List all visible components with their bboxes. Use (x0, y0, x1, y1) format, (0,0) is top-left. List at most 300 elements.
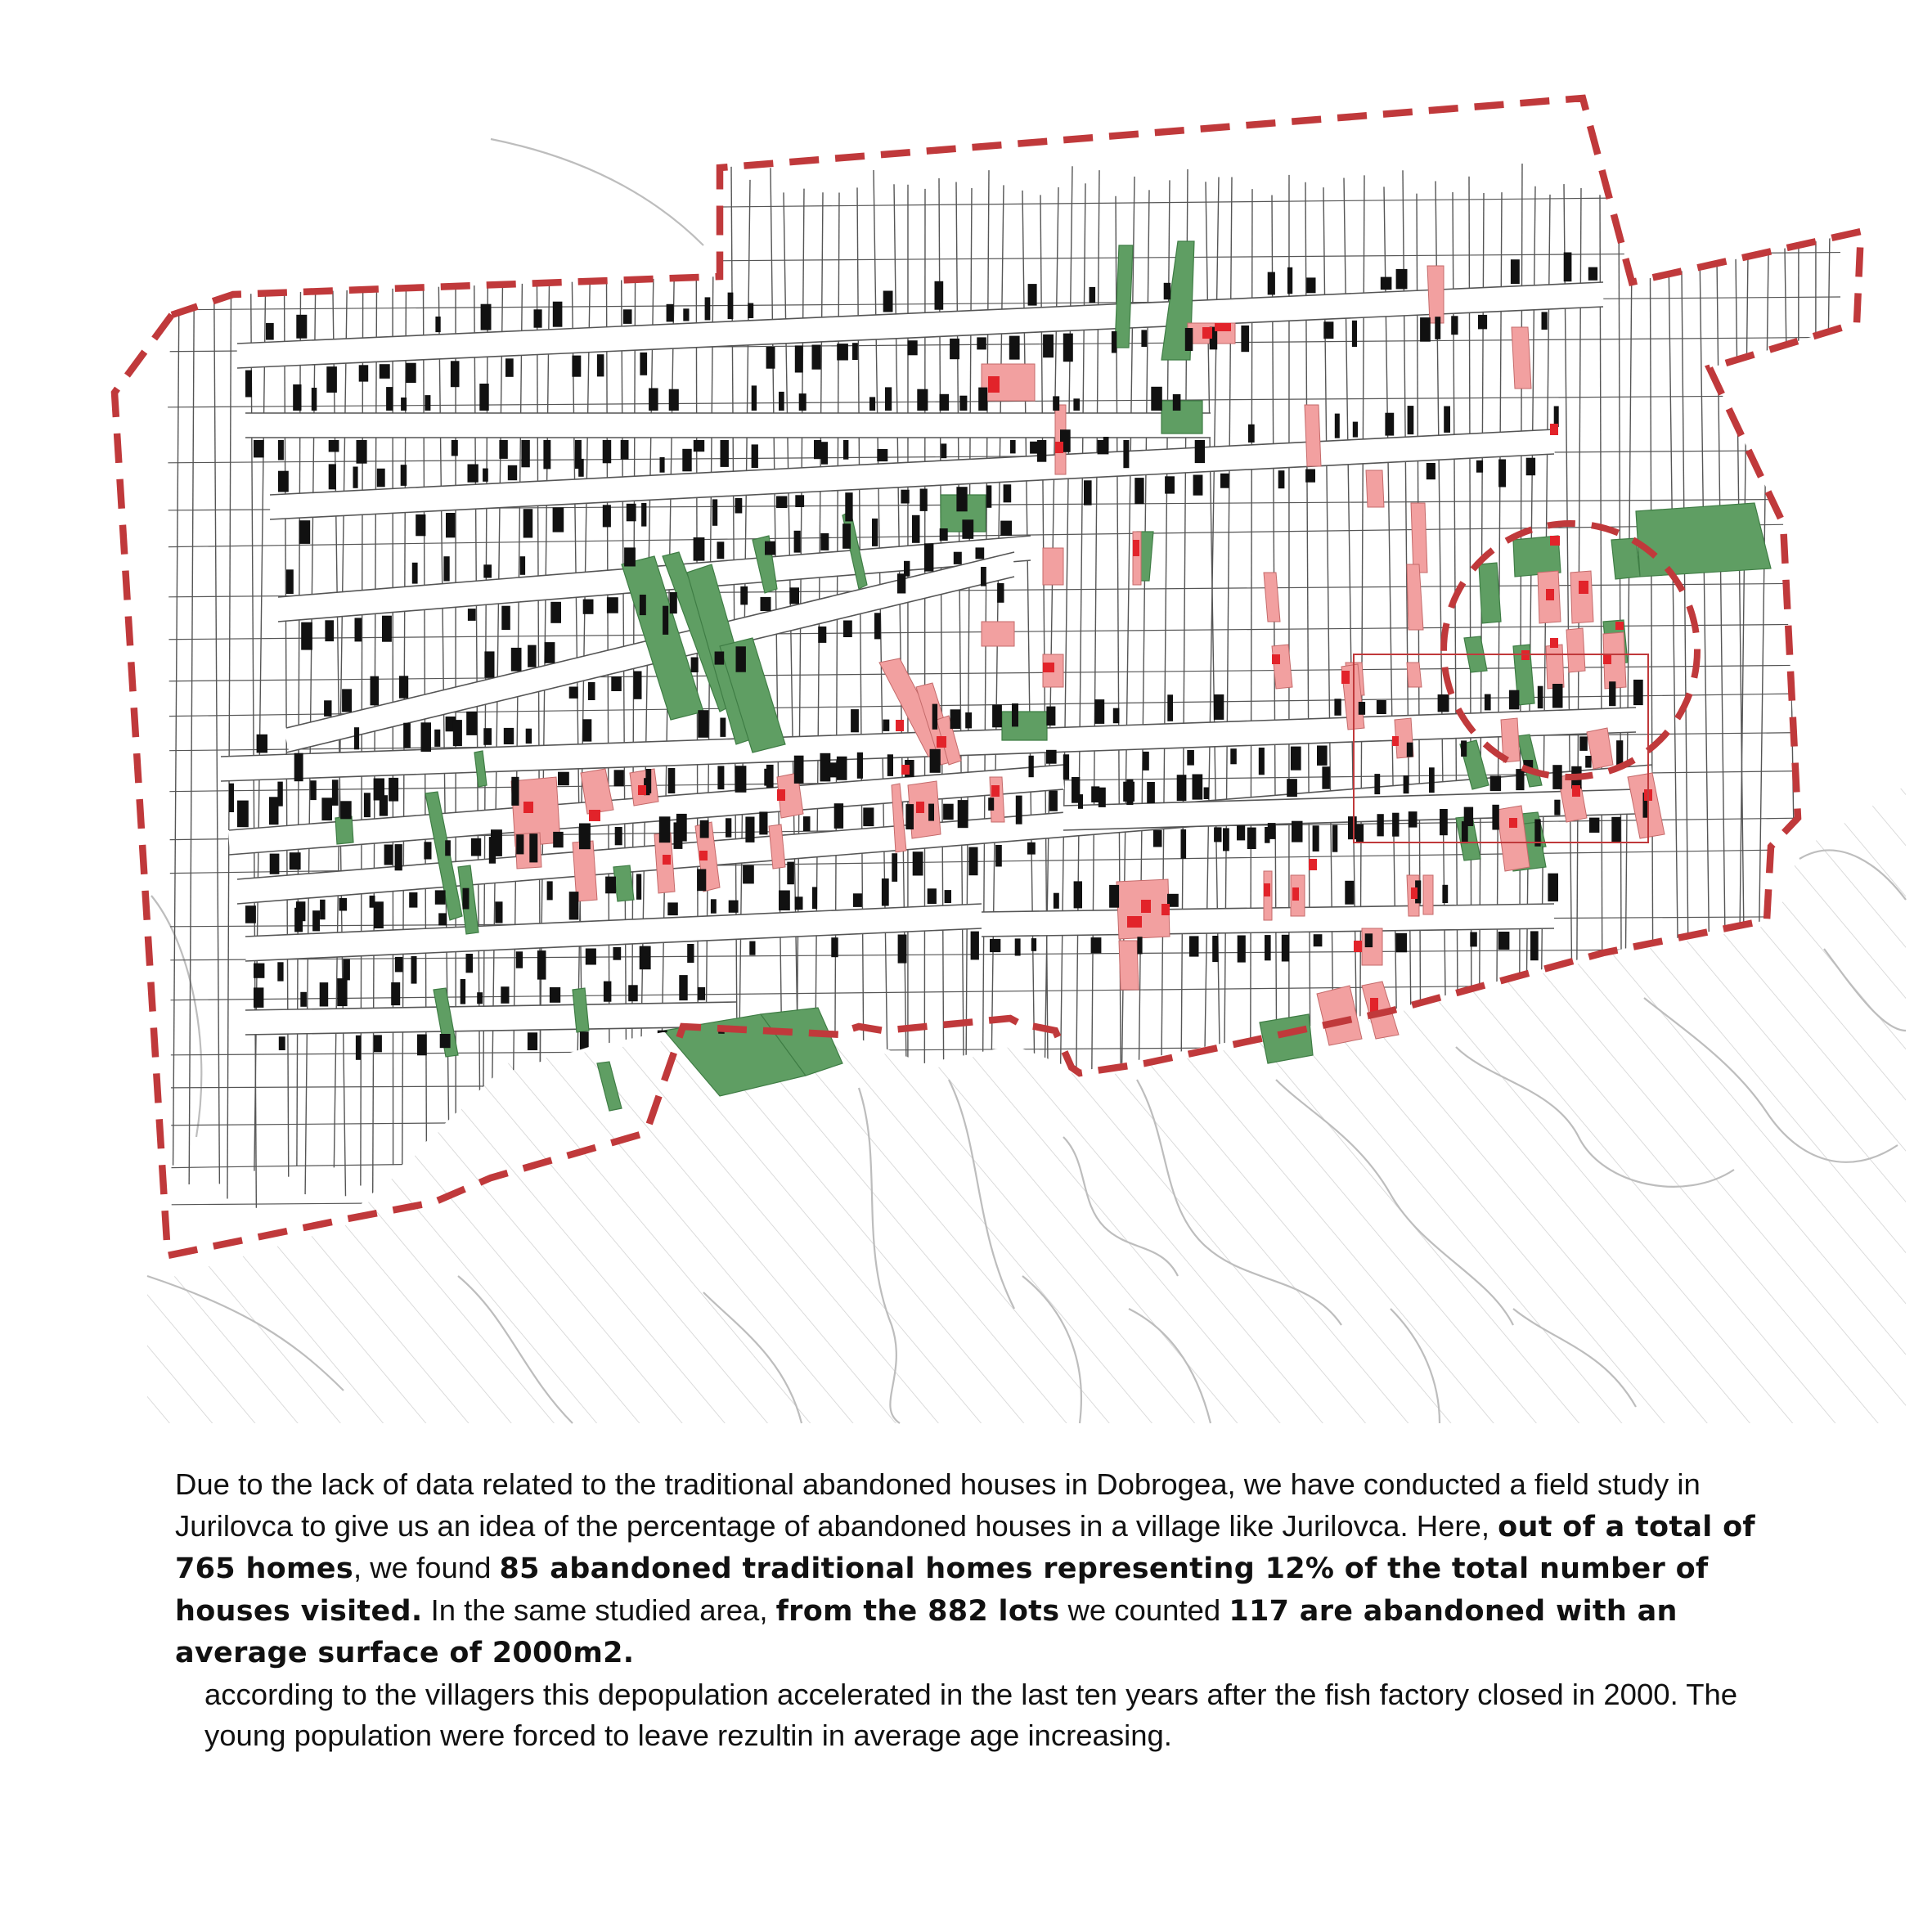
abandoned-house (663, 855, 671, 865)
building (842, 523, 851, 549)
parcel-divider (189, 187, 195, 1184)
building (1053, 396, 1059, 411)
building (1476, 461, 1483, 473)
building (380, 364, 390, 379)
building (483, 564, 492, 577)
building (296, 315, 307, 339)
building (1440, 809, 1448, 835)
building (1195, 440, 1205, 463)
building (749, 941, 755, 955)
building (615, 827, 622, 845)
building (550, 987, 560, 1003)
building (1282, 935, 1289, 962)
building (892, 853, 897, 882)
building (1485, 694, 1491, 711)
building (1220, 474, 1229, 488)
building (735, 498, 743, 514)
building (391, 982, 400, 1005)
building (371, 676, 380, 706)
building (794, 531, 801, 553)
street (270, 442, 1554, 507)
building (640, 595, 646, 615)
building (954, 552, 962, 564)
abandoned-house (896, 720, 904, 731)
building (997, 583, 1004, 603)
building (1212, 936, 1218, 962)
building (1377, 814, 1384, 836)
building (406, 363, 416, 383)
building (995, 845, 1002, 867)
building (694, 537, 705, 561)
abandoned-house (1127, 916, 1142, 928)
building (603, 505, 611, 527)
building (1552, 765, 1561, 789)
building (377, 469, 385, 487)
building (912, 515, 920, 543)
building (384, 845, 393, 865)
building (814, 440, 821, 459)
building (1123, 440, 1129, 468)
building (1332, 825, 1337, 852)
building (290, 852, 301, 869)
caption-abandoned-homes: 85 abandoned traditional homes representing 12% of the total number of houses visited. (175, 1552, 1709, 1628)
building (1588, 267, 1597, 281)
building (1181, 829, 1187, 859)
building (1526, 458, 1535, 476)
building (1435, 317, 1440, 339)
building (1478, 315, 1487, 330)
building (491, 829, 502, 856)
building (795, 896, 803, 910)
building (1359, 702, 1365, 715)
building (586, 949, 596, 965)
building (312, 388, 317, 411)
building (597, 354, 604, 376)
caption-abandoned-lots: 117 are abandoned with an average surface of 2000m2. (175, 1594, 1678, 1669)
building (1109, 885, 1119, 908)
building (752, 444, 758, 468)
building (1516, 769, 1524, 790)
caption-p1-c: , we found (353, 1551, 500, 1584)
abandoned-house (1546, 589, 1554, 600)
building (659, 816, 671, 842)
building (1113, 708, 1120, 724)
building (479, 384, 488, 411)
building (745, 817, 754, 842)
caption-text (175, 1464, 1811, 1757)
building (301, 622, 312, 650)
building (353, 467, 358, 488)
abandoned-lot (982, 622, 1014, 646)
building (320, 982, 329, 1006)
building (812, 345, 821, 370)
building (245, 905, 256, 923)
abandoned-lot (1423, 875, 1433, 914)
building (1356, 824, 1364, 842)
building (1552, 684, 1563, 708)
building (1151, 387, 1162, 411)
building (932, 704, 937, 730)
building (484, 651, 494, 677)
building (434, 730, 440, 747)
building (1090, 287, 1096, 303)
abandoned-house (1354, 941, 1362, 952)
building (364, 793, 371, 817)
building (776, 496, 787, 509)
building (736, 646, 746, 672)
building (254, 964, 264, 978)
abandoned-house (1202, 327, 1212, 339)
building (320, 900, 326, 919)
building (667, 304, 674, 322)
building (765, 541, 775, 555)
abandoned-house (1264, 883, 1270, 896)
building (1498, 460, 1506, 487)
building (607, 597, 618, 613)
building (278, 440, 284, 461)
building (1091, 937, 1102, 953)
building (1004, 484, 1012, 502)
abandoned-house (1161, 904, 1170, 915)
building (1204, 788, 1210, 800)
abandoned-house (777, 789, 785, 801)
building (1611, 817, 1620, 842)
parcel-divider (423, 174, 427, 1184)
abandoned-lot (1411, 503, 1427, 573)
building (1579, 736, 1588, 751)
building (550, 602, 561, 623)
building (971, 932, 979, 960)
building (468, 609, 476, 621)
building (752, 385, 757, 411)
parcel-divider (331, 177, 345, 1196)
building (885, 387, 892, 411)
building (717, 766, 724, 789)
abandoned-lot (1043, 548, 1063, 585)
abandoned-house (589, 810, 600, 821)
building (471, 838, 481, 856)
building (412, 563, 418, 584)
abandoned-house (523, 802, 533, 813)
building (1094, 699, 1104, 724)
building (669, 389, 679, 411)
building (818, 627, 826, 643)
building (340, 801, 352, 819)
building (1238, 936, 1246, 963)
abandoned-lot (1512, 327, 1531, 389)
building (869, 397, 875, 411)
building (1143, 752, 1149, 771)
green-lot (1161, 401, 1202, 434)
parcel-back-line (147, 195, 1840, 213)
abandoned-lot (1133, 532, 1141, 585)
building (1409, 811, 1418, 828)
building (667, 902, 678, 915)
building (545, 642, 555, 663)
abandoned-house (1292, 887, 1299, 901)
abandoned-house (916, 802, 924, 813)
building (1392, 813, 1399, 837)
building (453, 720, 462, 746)
building (504, 728, 514, 744)
building (278, 471, 289, 492)
building (1589, 818, 1599, 833)
abandoned-house (1411, 887, 1418, 899)
building (1247, 828, 1256, 849)
building (1492, 805, 1498, 830)
building (1016, 796, 1022, 824)
building (928, 888, 937, 904)
building (416, 514, 425, 536)
building (901, 490, 909, 504)
building (668, 768, 676, 793)
building (1027, 842, 1036, 855)
building (537, 950, 546, 980)
building (257, 735, 267, 753)
building (803, 816, 811, 831)
building (636, 874, 641, 900)
building (831, 937, 838, 957)
building (820, 533, 829, 550)
building (481, 304, 492, 330)
building (443, 556, 449, 581)
building (721, 440, 729, 467)
building (463, 888, 470, 910)
building (269, 797, 279, 824)
abandoned-lot (1272, 645, 1292, 689)
building (523, 509, 533, 537)
abandoned-lot (1427, 266, 1444, 323)
green-lot (613, 865, 634, 901)
building (1193, 475, 1203, 496)
green-lot (1636, 503, 1771, 577)
building (874, 613, 881, 639)
building (940, 394, 950, 411)
contour-line (491, 139, 703, 245)
building (266, 323, 274, 340)
building (1542, 312, 1548, 330)
building (1377, 700, 1386, 714)
building (294, 908, 303, 932)
abandoned-house (699, 851, 708, 860)
building (1189, 936, 1199, 956)
building (1237, 825, 1245, 840)
building (976, 547, 985, 559)
building (789, 587, 799, 604)
building (1043, 335, 1054, 357)
building (1609, 681, 1615, 706)
building (395, 957, 403, 973)
building (321, 798, 332, 820)
building (740, 586, 748, 605)
building (1009, 336, 1020, 360)
building (1509, 690, 1520, 710)
building (1451, 316, 1458, 335)
parcel-divider (227, 191, 231, 1199)
building (1444, 407, 1450, 433)
abandoned-house (1141, 900, 1151, 913)
abandoned-lot (1546, 645, 1564, 689)
building (337, 978, 347, 1006)
building (374, 1035, 382, 1052)
building (435, 317, 440, 332)
building (395, 844, 402, 870)
building (700, 820, 709, 838)
building (1010, 440, 1016, 453)
abandoned-lot (1407, 663, 1422, 687)
building (355, 618, 362, 641)
abandoned-house (1509, 818, 1517, 828)
building (712, 499, 717, 525)
building (1164, 283, 1171, 299)
abandoned-house (1615, 622, 1624, 630)
building (908, 340, 918, 355)
street (1063, 802, 1636, 818)
abandoned-house (1550, 638, 1558, 648)
building (611, 676, 622, 691)
building (1385, 413, 1394, 436)
building (357, 440, 367, 464)
building (917, 389, 928, 411)
building (578, 459, 584, 477)
abandoned-house (1055, 442, 1063, 453)
building (237, 801, 249, 828)
building (986, 485, 992, 507)
building (887, 754, 893, 776)
building (992, 705, 1002, 728)
building (812, 887, 817, 909)
building (857, 753, 863, 779)
abandoned-house (1133, 540, 1139, 556)
building (924, 543, 934, 571)
building (799, 393, 806, 411)
building (843, 621, 852, 638)
building (1530, 931, 1539, 960)
building (477, 992, 483, 1004)
building (440, 1034, 451, 1048)
building (511, 777, 519, 806)
building (621, 440, 629, 460)
abandoned-house (988, 376, 1000, 393)
building (508, 465, 517, 480)
building (1177, 775, 1187, 801)
building (1305, 470, 1315, 483)
building (843, 440, 848, 460)
building (779, 891, 790, 911)
building (293, 384, 301, 411)
building (270, 854, 280, 874)
building (520, 556, 525, 575)
abandoned-house (1572, 785, 1580, 797)
building (604, 982, 612, 1002)
building (1353, 422, 1358, 438)
abandoned-lot (1366, 470, 1384, 507)
building (943, 804, 954, 820)
building (1030, 442, 1041, 454)
abandoned-lot (1407, 564, 1423, 630)
abandoned-house (1550, 536, 1560, 546)
building (310, 780, 317, 800)
building (1427, 463, 1436, 479)
building (1072, 777, 1080, 803)
building (694, 440, 704, 452)
abandoned-lot (1305, 405, 1321, 466)
building (670, 592, 677, 613)
abandoned-house (638, 785, 646, 795)
building (1173, 394, 1181, 411)
building (956, 487, 967, 511)
abandoned-house (1392, 736, 1399, 746)
abandoned-house (901, 765, 910, 775)
abandoned-lot (1566, 628, 1585, 672)
building (445, 840, 451, 856)
building (452, 440, 458, 456)
building (1287, 267, 1292, 294)
building (329, 464, 336, 489)
building (1287, 779, 1297, 797)
building (691, 658, 699, 673)
building (466, 712, 477, 735)
building (968, 847, 977, 876)
building (1137, 937, 1142, 954)
building (403, 723, 411, 748)
building (579, 824, 591, 850)
building (613, 947, 622, 960)
building (326, 366, 337, 393)
building (720, 718, 726, 737)
building (1265, 827, 1269, 843)
building (981, 567, 986, 586)
building (683, 308, 689, 321)
building (425, 395, 430, 411)
building (1103, 437, 1109, 450)
building (649, 389, 658, 411)
building (516, 951, 523, 968)
building (1223, 828, 1229, 851)
building (660, 457, 665, 473)
building (580, 1031, 589, 1054)
building (1015, 938, 1021, 955)
building (950, 709, 961, 729)
building (254, 440, 264, 457)
building (711, 899, 717, 913)
building (837, 757, 847, 780)
building (438, 913, 447, 925)
street (245, 916, 982, 949)
building (1185, 328, 1193, 351)
abandoned-house (1272, 654, 1280, 664)
building (1564, 253, 1572, 282)
building (332, 780, 339, 806)
building (1265, 935, 1271, 960)
building (715, 652, 725, 665)
building (421, 722, 432, 752)
building (863, 807, 874, 826)
building (851, 709, 859, 732)
caption-total-lots: from the 882 lots (775, 1594, 1060, 1628)
building (389, 778, 398, 802)
building (837, 344, 848, 360)
building (516, 834, 523, 854)
building (466, 954, 474, 973)
caption-p1-g: we counted (1059, 1593, 1229, 1627)
parcel-divider (990, 185, 1004, 1189)
building (990, 939, 1000, 952)
caption-p1-a: Due to the lack of data related to the traditional abandoned houses in Dobrogea, we have conducted a field study in Jurilovca to give us an idea of the percentage of abandoned houses in a village like Jurilovca. Here, (175, 1467, 1701, 1543)
building (1268, 272, 1275, 295)
building (1063, 334, 1073, 362)
building (553, 302, 563, 327)
